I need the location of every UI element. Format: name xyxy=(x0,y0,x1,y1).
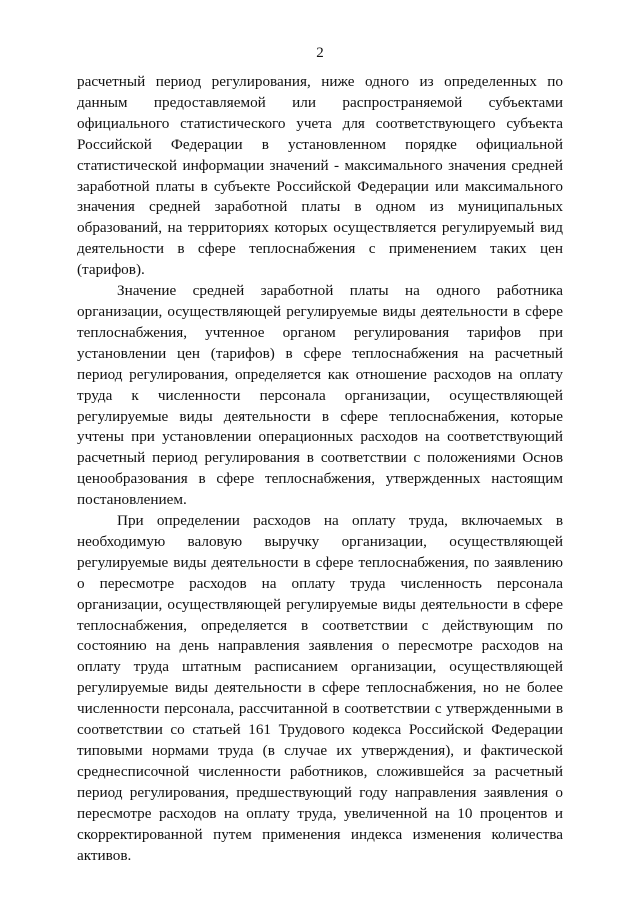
paragraph-continued: расчетный период регулирования, ниже одного из определенных по данным предоставляемой или распространяемой субъектами официального статистического учета для соответствующего субъекта Российской Федерации в установленном порядке официальной статистической информации значений - максимального значения средней заработной платы в субъекте Российской Федерации или максимального значения средней заработной платы в одном из муниципальных образований, на территориях которых осуществляется регулируемый вид деятельности в сфере теплоснабжения с применением таких цен (тарифов). xyxy=(77,73,563,279)
paragraph-labor-costs: При определении расходов на оплату труда, включаемых в необходимую валовую выручку организации, осуществляющей регулируемые виды деятельности в сфере теплоснабжения, по заявлению о пересмотре расходов на оплату труда численность персонала организации, осуществляющей регулируемые виды деятельности в сфере теплоснабжения, определяется в соответствии с действующим по состоянию на день направления заявления о пересмотре расходов на оплату труда штатным расписанием организации, осуществляющей регулируемые виды деятельности в сфере теплоснабжения, но не более численности персонала, рассчитанной в соответствии с утвержденными в соответствии со статьей 161 Трудового кодекса Российской Федерации типовыми нормами труда (в случае их утверждения), и фактической среднесписочной численности работников, сложившейся за расчетный период регулирования, предшествующий году направления заявления о пересмотре расходов на оплату труда, увеличенной на 10 процентов и скорректированной путем применения индекса изменения количества активов. xyxy=(77,512,563,864)
body-text xyxy=(77,72,563,866)
paragraph-average-salary: Значение средней заработной платы на одного работника организации, осуществляющей регулируемые виды деятельности в сфере теплоснабжения, учтенное органом регулирования тарифов при установлении цен (тарифов) в сфере теплоснабжения на расчетный период регулирования, определяется как отношение расходов на оплату труда к численности персонала организации, осуществляющей регулируемые виды деятельности в сфере теплоснабжения, которые учтены при установлении операционных расходов на соответствующий расчетный период регулирования в соответствии с положениями Основ ценообразования в сфере теплоснабжения, утвержденных настоящим постановлением. xyxy=(77,282,563,509)
page-number: 2 xyxy=(316,45,324,61)
